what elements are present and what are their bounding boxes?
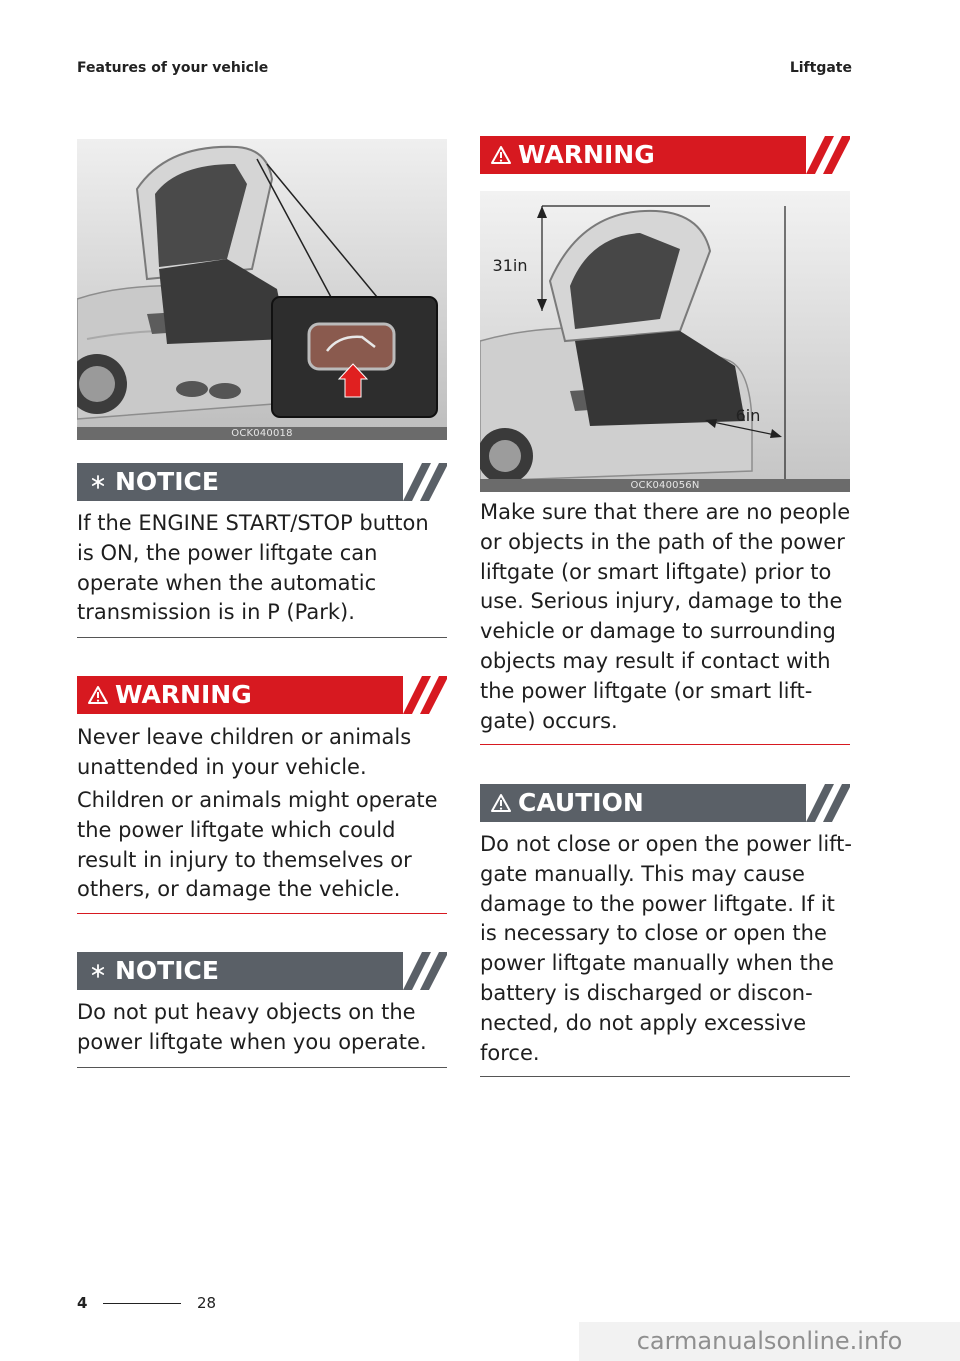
caution-text: Do not close or open the power lift-gate manually. This may cause damage to the power liftgate. If it is necessary to close or open the power liftgate manually when the battery is discharged or discon-nected, do not apply excessive force. [480,832,852,1065]
chapter-number: 4 [77,1294,88,1312]
notice-text: Do not put heavy objects on the power liftgate when you operate. [77,1000,427,1054]
asterisk-icon [87,952,109,990]
warning-text: Children or animals might operate the power liftgate which could result in injury to themselves or others, or damage the vehicle. [77,788,438,902]
banner-slash-decoration [403,463,447,501]
notice-banner [77,463,447,501]
liftgate-clearance-illustration [480,191,850,492]
running-header-topic: Liftgate [789,60,852,76]
warning-triangle-icon [490,136,512,174]
warning-divider [480,744,850,745]
warning-label: WARNING [518,140,655,169]
caution-divider [480,1076,850,1077]
notice-divider [77,637,447,638]
page-number: 28 [197,1294,217,1312]
footer-divider [103,1303,181,1304]
notice-label: NOTICE [115,956,219,985]
notice-label: NOTICE [115,467,219,496]
warning-banner [480,136,850,174]
warning-text: Never leave children or animals unattended in your vehicle. [77,725,412,779]
banner-slash-decoration [806,784,850,822]
caution-banner [480,784,850,822]
dimension-label-side: 6in [735,406,761,425]
warning-triangle-icon [87,676,109,714]
caution-label: CAUTION [518,788,644,817]
figure-caption: OCK040056N [480,479,850,492]
banner-slash-decoration [806,136,850,174]
warning-label: WARNING [115,680,252,709]
asterisk-icon [87,463,109,501]
running-header-section: Features of your vehicle [77,60,269,76]
watermark: carmanualsonline.info [579,1322,960,1361]
notice-banner [77,952,447,990]
warning-triangle-icon [490,784,512,822]
banner-slash-decoration [403,676,447,714]
notice-divider [77,1067,447,1068]
warning-text: Make sure that there are no people or objects in the path of the power liftgate (or smart liftgate) prior to use. Serious injury, damage to the vehicle or damage to surrounding objects may result if contact with the power liftgate (or smart lift-gate) occurs. [480,500,851,733]
notice-text: If the ENGINE START/STOP button is ON, the power liftgate can operate when the automatic transmission is in P (Park). [77,511,429,625]
warning-banner [77,676,447,714]
banner-slash-decoration [403,952,447,990]
liftgate-button-illustration [77,139,447,440]
warning-divider [77,913,447,914]
figure-caption: OCK040018 [77,427,447,440]
dimension-label-top: 31in [492,256,528,275]
